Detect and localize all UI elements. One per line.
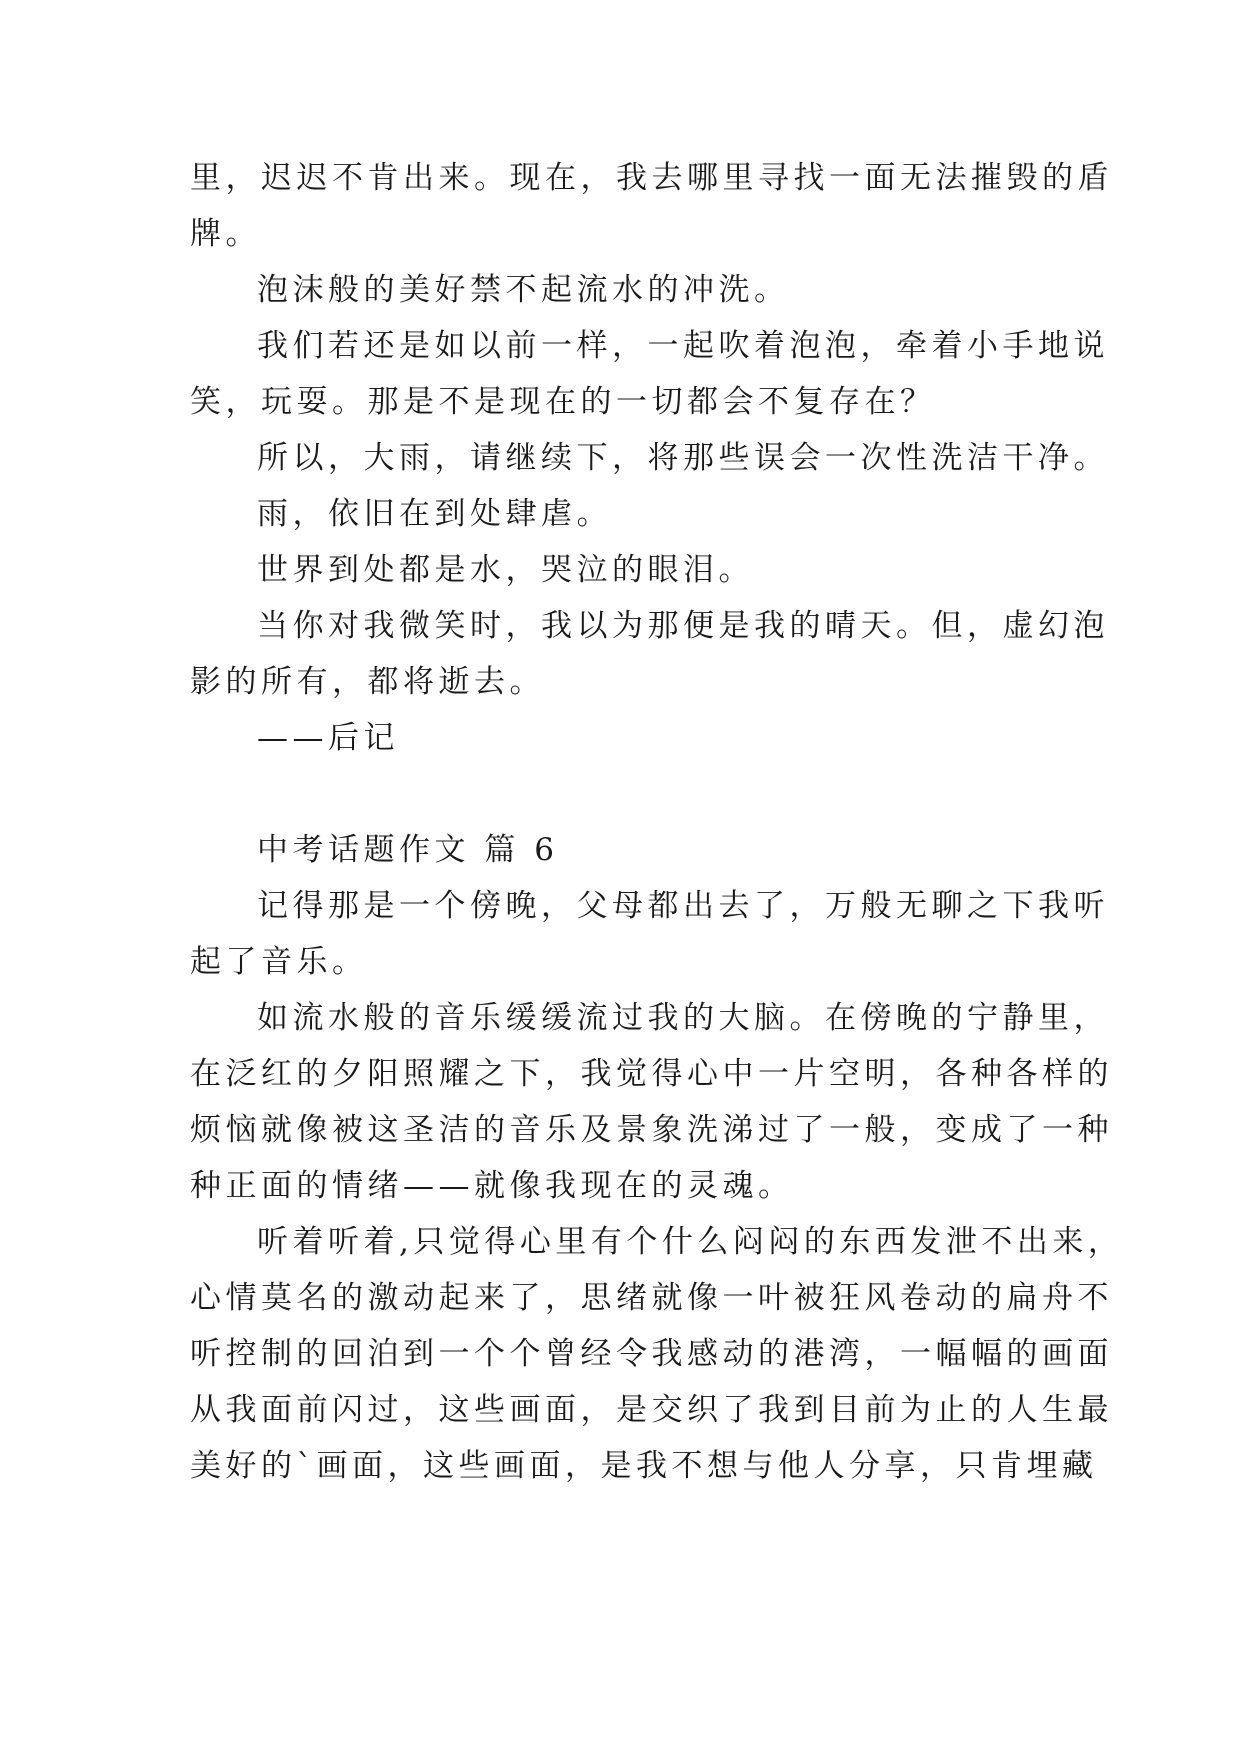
text-line: 美好的`画面，这些画面，是我不想与他人分享，只肯埋藏: [190, 1448, 1098, 1484]
text-line: 我们若还是如以前一样，一起吹着泡泡，牵着小手地说: [257, 328, 1109, 364]
text-line: 种正面的情绪——就像我现在的灵魂。: [190, 1168, 794, 1204]
text-line: 世界到处都是水，哭泣的眼泪。: [257, 552, 754, 588]
text-line: 当你对我微笑时，我以为那便是我的晴天。但，虚幻泡: [257, 608, 1109, 644]
text-line: 所以，大雨，请继续下，将那些误会一次性洗洁干净。: [257, 440, 1109, 476]
text-line: 如流水般的音乐缓缓流过我的大脑。在傍晚的宁静里，: [257, 1000, 1109, 1036]
text-line: 牌。: [190, 216, 261, 252]
section-heading: 中考话题作文 篇 6: [257, 832, 559, 868]
text-line: 影的所有，都将逝去。: [190, 664, 545, 700]
text-line: 笑，玩耍。那是不是现在的一切都会不复存在？: [190, 384, 936, 420]
text-line: 听着听着,只觉得心里有个什么闷闷的东西发泄不出来，: [257, 1224, 1124, 1260]
text-line: 听控制的回泊到一个个曾经令我感动的港湾，一幅幅的画面: [190, 1336, 1113, 1372]
text-line: 雨，依旧在到处肆虐。: [257, 496, 612, 532]
text-line: 里，迟迟不肯出来。现在，我去哪里寻找一面无法摧毁的盾: [190, 160, 1113, 196]
text-line: 泡沫般的美好禁不起流水的冲洗。: [257, 272, 790, 308]
text-line: 烦恼就像被这圣洁的音乐及景象洗涕过了一般，变成了一种: [190, 1112, 1113, 1148]
text-line: 起了音乐。: [190, 944, 368, 980]
text-line: 心情莫名的激动起来了，思绪就像一叶被狂风卷动的扁舟不: [190, 1280, 1113, 1316]
text-line: 在泛红的夕阳照耀之下，我觉得心中一片空明，各种各样的: [190, 1056, 1113, 1092]
text-line: 记得那是一个傍晚，父母都出去了，万般无聊之下我听: [257, 888, 1109, 924]
text-line: 从我面前闪过，这些画面，是交织了我到目前为止的人生最: [190, 1392, 1113, 1428]
afterword-line: ——后记: [257, 720, 399, 756]
